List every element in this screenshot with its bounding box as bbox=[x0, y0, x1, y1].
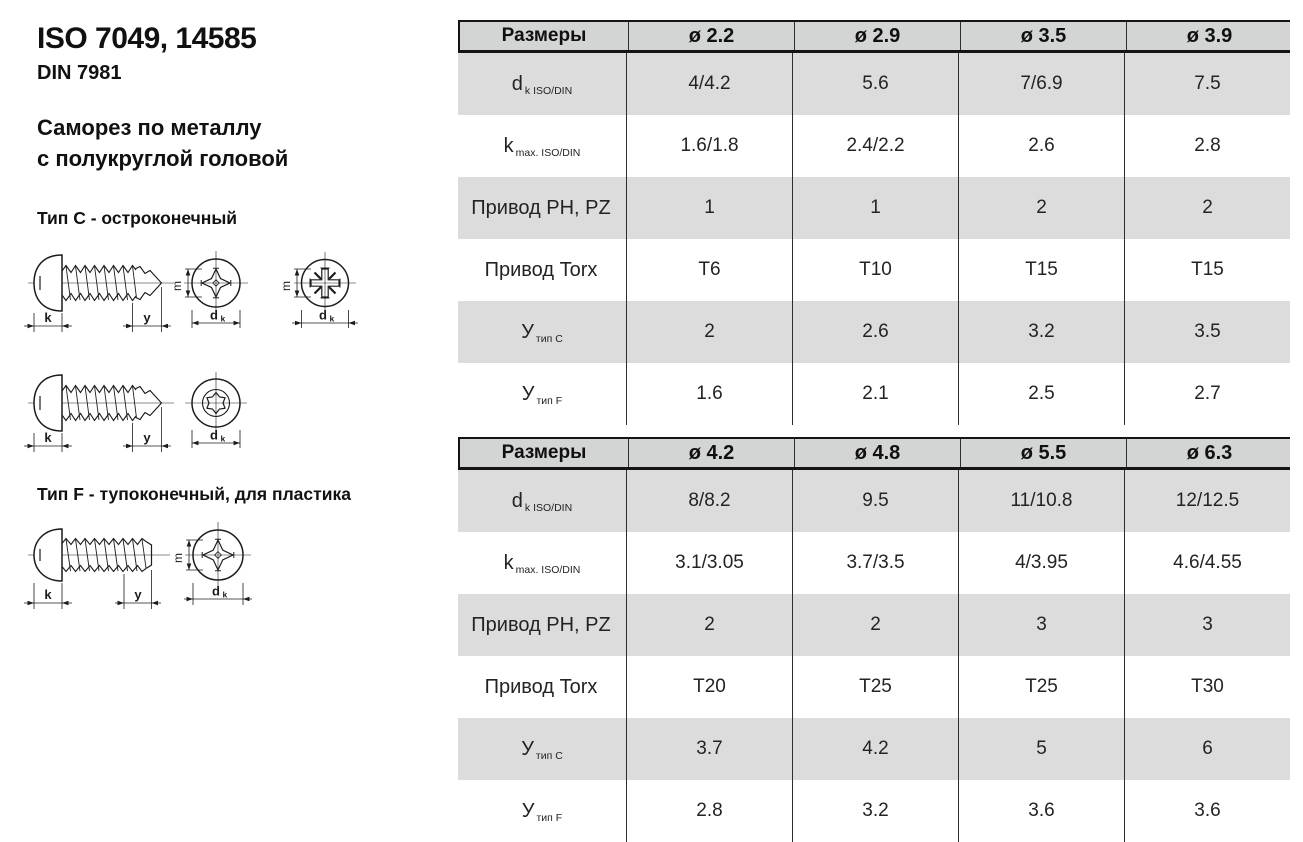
cell: 2 bbox=[959, 177, 1125, 239]
cell: 3.1/3.05 bbox=[627, 532, 793, 594]
cell: 2.8 bbox=[627, 780, 793, 842]
cell: 1 bbox=[627, 177, 793, 239]
row-label bbox=[471, 614, 612, 637]
cell: 5.6 bbox=[793, 53, 959, 115]
dim-label-dk: d bbox=[319, 307, 327, 323]
row-label bbox=[521, 738, 563, 761]
cell: 2.8 bbox=[1194, 135, 1221, 156]
type-f-heading: Тип F - тупоконечный, для пластика bbox=[37, 484, 351, 504]
cell: 4/3.95 bbox=[959, 532, 1125, 594]
cell: 3.5 bbox=[1194, 321, 1221, 342]
dim-label-dk-sub: k bbox=[220, 313, 226, 324]
table-row-drive-ph-pz bbox=[458, 594, 1290, 656]
header-cell-diameter: ø 4.8 bbox=[795, 439, 961, 467]
row-label-main: У bbox=[521, 382, 535, 405]
dim-label-dk-sub: k bbox=[222, 589, 228, 600]
header-cell-diameter: ø 3.5 bbox=[961, 22, 1127, 50]
type-f-screw-drawing bbox=[28, 516, 298, 616]
cell: 7.5 bbox=[1194, 73, 1221, 94]
table-header-row bbox=[458, 437, 1290, 470]
row-label bbox=[485, 676, 600, 699]
dim-label-dk-sub: k bbox=[220, 433, 226, 444]
dim-label-k: k bbox=[44, 587, 52, 602]
row-label-sub: k ISO/DIN bbox=[524, 84, 573, 97]
row-label-main: Привод Torx bbox=[484, 675, 598, 698]
row-label bbox=[522, 383, 562, 406]
product-description-line2: с полукруглой головой bbox=[37, 146, 289, 171]
dim-label-dk-sub: k bbox=[329, 313, 335, 324]
phillips-recess-front-view bbox=[171, 522, 252, 605]
dim-label-y: y bbox=[134, 587, 142, 602]
header-cell-sizes: Размеры bbox=[460, 22, 629, 50]
cell: 2.7 bbox=[1194, 383, 1221, 404]
table-row-kmax bbox=[458, 115, 1290, 177]
cell: 4/4.2 bbox=[627, 53, 793, 115]
row-label-main: Привод Torx bbox=[484, 258, 598, 281]
table-header-row bbox=[458, 20, 1290, 53]
header-cell-diameter: ø 2.9 bbox=[795, 22, 961, 50]
header-cell-diameter: ø 6.3 bbox=[1186, 441, 1233, 464]
row-label bbox=[512, 490, 572, 513]
row-label-main: d bbox=[511, 489, 523, 512]
row-label bbox=[504, 552, 581, 575]
dim-label-dk: d bbox=[210, 307, 218, 323]
header-cell-diameter: ø 3.9 bbox=[1186, 24, 1233, 47]
dim-label-dk: d bbox=[210, 427, 218, 443]
cell: 5 bbox=[959, 718, 1125, 780]
cell: 1.6 bbox=[627, 363, 793, 425]
cell: 2.4/2.2 bbox=[793, 115, 959, 177]
cell: 3.2 bbox=[959, 301, 1125, 363]
cell: 3 bbox=[1202, 614, 1213, 635]
dim-label-y: y bbox=[143, 310, 151, 325]
row-label bbox=[504, 135, 581, 158]
table-row-drive-torx bbox=[458, 656, 1290, 718]
table-row-y-type-f bbox=[458, 780, 1290, 842]
table-row-dk bbox=[458, 470, 1290, 532]
row-label-main: Привод PH, PZ bbox=[471, 196, 611, 219]
cell: T25 bbox=[959, 656, 1125, 718]
page-title: ISO 7049, 14585 bbox=[37, 22, 257, 55]
row-label bbox=[512, 73, 572, 96]
cell: 1 bbox=[793, 177, 959, 239]
cell: 6 bbox=[1202, 738, 1213, 759]
header-cell-sizes: Размеры bbox=[460, 439, 629, 467]
row-label-sub: max. ISO/DIN bbox=[515, 563, 581, 576]
cell: T15 bbox=[959, 239, 1125, 301]
cell: 2.6 bbox=[959, 115, 1125, 177]
cell: 12/12.5 bbox=[1175, 490, 1240, 511]
cell: 2 bbox=[1202, 197, 1213, 218]
type-c-torx-screw-drawing bbox=[28, 363, 288, 460]
cell: 3.7/3.5 bbox=[793, 532, 959, 594]
cell: T10 bbox=[793, 239, 959, 301]
cell: 2.6 bbox=[793, 301, 959, 363]
dim-label-m: m bbox=[170, 281, 184, 291]
row-label-sub: тип C bbox=[535, 332, 563, 345]
row-label-sub: тип F bbox=[536, 394, 563, 407]
dim-label-y: y bbox=[143, 430, 151, 445]
cell: 9.5 bbox=[793, 470, 959, 532]
row-label-main: Привод PH, PZ bbox=[471, 613, 611, 636]
cell: 2.1 bbox=[793, 363, 959, 425]
type-c-heading: Тип C - остроконечный bbox=[37, 208, 238, 228]
cell: T25 bbox=[793, 656, 959, 718]
row-label-main: У bbox=[521, 737, 534, 760]
row-label bbox=[521, 321, 563, 344]
dim-label-k: k bbox=[44, 310, 52, 325]
row-label-main: d bbox=[511, 72, 523, 95]
row-label-sub: k ISO/DIN bbox=[524, 501, 573, 514]
table-row-drive-ph-pz bbox=[458, 177, 1290, 239]
table-row-y-type-c bbox=[458, 718, 1290, 780]
dim-label-m: m bbox=[279, 281, 293, 291]
row-label-main: k bbox=[503, 551, 514, 574]
cell: 2.5 bbox=[959, 363, 1125, 425]
cell: 3 bbox=[959, 594, 1125, 656]
table-row-kmax bbox=[458, 532, 1290, 594]
screw-side-pointed-view bbox=[24, 375, 174, 452]
cell: 11/10.8 bbox=[959, 470, 1125, 532]
screw-side-pointed-view bbox=[24, 255, 174, 332]
cell: 3.6 bbox=[959, 780, 1125, 842]
dim-label-k: k bbox=[44, 430, 52, 445]
header-cell-diameter: ø 4.2 bbox=[629, 439, 795, 467]
cell: 4.6/4.55 bbox=[1173, 552, 1242, 573]
row-label-main: У bbox=[521, 799, 535, 822]
cell: 3.2 bbox=[793, 780, 959, 842]
cell: 3.7 bbox=[627, 718, 793, 780]
product-description-line1: Саморез по металлу bbox=[37, 115, 262, 140]
pozidriv-recess-front-view bbox=[279, 252, 358, 328]
row-label bbox=[471, 197, 612, 220]
product-description bbox=[37, 112, 288, 174]
header-cell-diameter: ø 5.5 bbox=[961, 439, 1127, 467]
cell: T20 bbox=[627, 656, 793, 718]
cell: 2 bbox=[793, 594, 959, 656]
cell: 7/6.9 bbox=[959, 53, 1125, 115]
table-row-y-type-f bbox=[458, 363, 1290, 425]
size-table-small-diameters bbox=[458, 20, 1290, 425]
dim-label-m: m bbox=[171, 553, 185, 563]
standard-subtitle: DIN 7981 bbox=[37, 62, 122, 84]
cell: T6 bbox=[627, 239, 793, 301]
cell: 8/8.2 bbox=[627, 470, 793, 532]
row-label-main: k bbox=[503, 134, 514, 157]
table-row-drive-torx bbox=[458, 239, 1290, 301]
cell: 3.6 bbox=[1194, 800, 1221, 821]
cell: T30 bbox=[1191, 676, 1224, 697]
dim-label-dk: d bbox=[212, 583, 220, 599]
cell: 1.6/1.8 bbox=[627, 115, 793, 177]
table-row-dk bbox=[458, 53, 1290, 115]
cell: 4.2 bbox=[793, 718, 959, 780]
type-c-screw-drawing bbox=[28, 243, 368, 340]
size-table-large-diameters bbox=[458, 437, 1290, 842]
phillips-recess-front-view bbox=[170, 251, 248, 328]
cell: T15 bbox=[1191, 259, 1224, 280]
cell: 2 bbox=[627, 301, 793, 363]
row-label-sub: тип C bbox=[535, 749, 563, 762]
torx-recess-front-view bbox=[185, 372, 247, 448]
row-label-sub: тип F bbox=[536, 811, 563, 824]
row-label-sub: max. ISO/DIN bbox=[515, 146, 581, 159]
table-row-y-type-c bbox=[458, 301, 1290, 363]
row-label bbox=[485, 259, 600, 282]
header-cell-diameter: ø 2.2 bbox=[629, 22, 795, 50]
row-label bbox=[522, 800, 562, 823]
row-label-main: У bbox=[521, 320, 534, 343]
cell: 2 bbox=[627, 594, 793, 656]
screw-side-blunt-view bbox=[24, 529, 170, 609]
